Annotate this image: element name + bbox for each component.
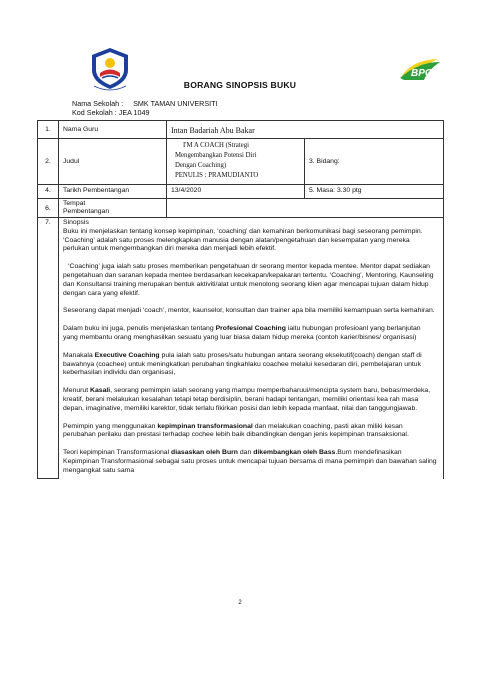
field-label: Nama Guru <box>59 121 167 139</box>
school-code-label: Kod Sekolah : <box>72 107 117 117</box>
synopsis-paragraph: ‘Coaching’ juga ialah satu proses memberikan pengetahuan dr seorang mentor kepada mentee. Mentor dapat sediakan pengetahuan dan saranan kepada mentee berdasarkan kecekapan/kepakaran tertentu. ‘Coaching’, Mentoring, Kaunseling dan Konsultansi training merupakan bentuk aktiviti/alat untuk menolong seorang klien agar mencapai tujuan dalam hidup dengan cara yang efektif. <box>63 263 434 297</box>
text-run: , seorang pemimpin ialah seorang yang mampu memperbaharuui/mencipta system baru, bebas/merdeka, kreatif, berani melakukan kesalahan tetapi tetap berdisiplin, berani hadapi tentangan, memiliki orientasi kea rah masa depan, imaginative, memiliki karektor, tidak terlalu fikirkan posisi dan lebih kepada manfaat, nilai dan tanggungjawab. <box>63 387 431 412</box>
school-info <box>72 100 218 118</box>
svg-text:BPG: BPG <box>411 68 433 79</box>
row-number: 2. <box>38 139 59 185</box>
field-label: Judul <box>59 139 167 185</box>
text-run: Pemimpin yang menggunakan <box>63 422 158 430</box>
row-tempat <box>38 199 444 218</box>
field-label-line: Pembentangan <box>63 208 110 215</box>
book-title-line: Dengan Coaching) <box>175 162 227 169</box>
row-sinopsis <box>38 218 444 479</box>
row-number: 6. <box>38 199 59 218</box>
field-label: Tarikh Pembentangan <box>59 185 167 199</box>
teacher-name: Intan Badariah Abu Bakar <box>167 121 444 139</box>
book-title <box>167 139 305 185</box>
bold-term: kepimpinan transformasional <box>157 422 253 430</box>
text-run: Teori kepimpinan Transformasional <box>63 449 172 457</box>
text-run: Dalam buku ini juga, penulis menjelaskan tentang <box>63 325 216 333</box>
row-number: 4. <box>38 185 59 199</box>
field-label-line: Tempat <box>63 200 86 207</box>
text-run: Manakala <box>63 351 95 359</box>
row-number: 7. <box>38 218 59 479</box>
school-name-value: SMK TAMAN UNIVERSITI <box>133 99 218 108</box>
school-name-label: Nama Sekolah : <box>72 99 124 108</box>
text-run: pula ialah satu proses/satu hubungan antara seorang eksekutif(coach) dengan staff di bawahnya (coachee) untuk meningkatkan perubahan tingkahlaku coachee melalui kesedaran diri, pembelajaran untuk keberhasilan individu dan organisasi, <box>63 351 422 377</box>
school-code-value: JEA 1049 <box>118 107 150 117</box>
bold-term: dikembangkan oleh Bass <box>253 449 336 457</box>
text-run: iaitu hubungan profesioanl yang berlanjutan yang membantu orang menghasilkan sesuatu yang luar biasa dalam hidup mereka (contoh karier/bisnes/ organisasi) <box>63 325 421 341</box>
synopsis-paragraph: Seseorang dapat menjadi ‘coach’, mentor, kaunselor, konsultan dan trainer apa bila memiliki kemampuan serta kemahiran. <box>63 307 435 315</box>
synopsis-paragraph: Buku ini menjelaskan tentang konsep kepimpinan, ‘coaching’ dan kemahiran berkomunikasi bagi seseorang pemimpin. ‘Coaching’ adalah satu proses melengkapkan manusia dengan alatan/pengetahuan dan kesempatan yang mereka perlukan untuk mengembangkan diri mereka dan menjadi lebih efektif. <box>63 227 423 253</box>
bold-term: diasaskan oleh Burn <box>171 449 238 457</box>
book-title-line: Mengembangkan Potensi Diri <box>175 152 257 159</box>
text-run: .Burn mendefinasikan Kepimpinan Transformasional sebagai satu proses untuk mencapai tujuan bersama di mana pemimpin dan bawahan saling mengangkat satu sama <box>63 449 437 474</box>
synopsis-body <box>59 218 444 479</box>
synopsis-heading: Sinopsis <box>63 219 89 226</box>
synopsis-form-table <box>37 120 444 479</box>
bold-term: Profesional Coaching <box>215 325 286 333</box>
bold-term: Executive Coaching <box>94 351 160 359</box>
bold-term: Kasali <box>90 387 111 395</box>
synopsis-paragraph <box>63 423 437 441</box>
synopsis-paragraph <box>63 449 437 475</box>
row-tarikh <box>38 185 444 199</box>
synopsis-paragraph <box>63 352 437 378</box>
book-title-line: I'M A COACH (Strategi <box>183 142 249 149</box>
text-run: dan melakukan coaching, pasti akan miliki kesan perubahan perilaku dan prestasi terhadap cochee lebih baik dibandingkan dengan jenis kepimpinan transaksional. <box>63 422 409 439</box>
field-label <box>59 199 167 218</box>
row-judul <box>38 139 444 185</box>
row-number: 1. <box>38 121 59 139</box>
bidang-field: 3. Bidang: <box>305 139 444 185</box>
row-nama-guru <box>38 121 444 139</box>
presentation-date: 13/4/2020 <box>167 185 305 199</box>
masa-field: 5. Masa: 3.30 ptg <box>305 185 444 199</box>
page-number: 2 <box>238 600 242 606</box>
synopsis-paragraph <box>63 325 437 343</box>
text-run: Menurut <box>63 387 91 395</box>
text-run: dan <box>237 449 254 457</box>
bpg-logo-icon <box>398 56 442 82</box>
synopsis-paragraph <box>63 387 437 413</box>
form-title: BORANG SINOPSIS BUKU <box>183 80 297 90</box>
presentation-place <box>167 199 444 218</box>
book-author: PENULIS : PRAMUDIANTO <box>175 172 259 179</box>
